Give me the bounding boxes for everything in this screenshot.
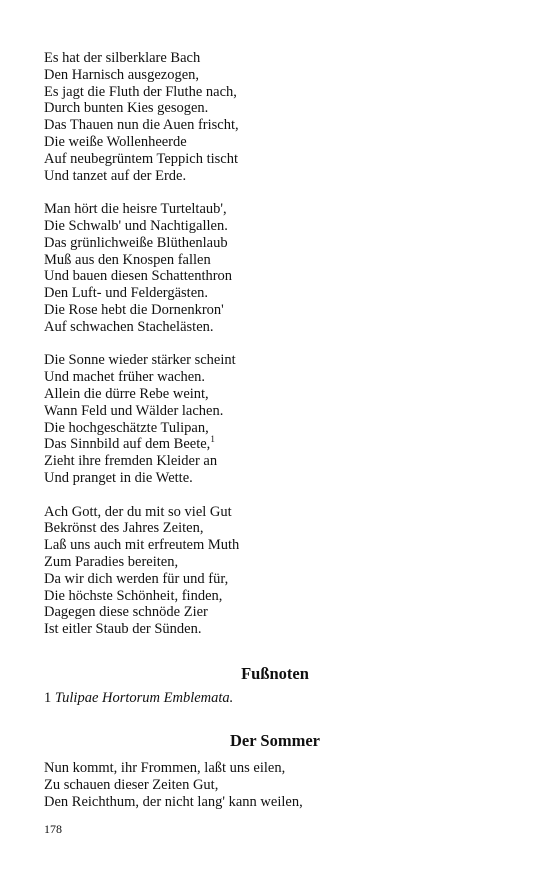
poem-line: Da wir dich werden für und für, bbox=[44, 570, 229, 587]
poem-line: Ist eitler Staub der Sünden. bbox=[44, 621, 202, 638]
footnotes-heading: Fußnoten bbox=[241, 664, 309, 683]
footnote-number: 1 bbox=[44, 690, 52, 706]
poem-line: Dagegen diese schnöde Zier bbox=[44, 604, 208, 621]
poem-line: Und bauen diesen Schattenthron bbox=[44, 268, 233, 285]
poem-line: Es hat der silberklare Bach bbox=[44, 50, 201, 66]
footnote-text: Tulipae Hortorum Emblemata. bbox=[54, 690, 234, 706]
poem-line: Bekrönst des Jahres Zeiten, bbox=[44, 520, 204, 537]
poem-line: Man hört die heisre Turteltaub', bbox=[44, 201, 227, 218]
poem-line: Das grünlichweiße Blüthenlaub bbox=[44, 234, 228, 251]
poem-line: Und tanzet auf der Erde. bbox=[44, 167, 187, 184]
poem-line-with-footnote bbox=[44, 436, 514, 453]
poem-line-text: Das Sinnbild auf dem Beete, bbox=[44, 436, 211, 453]
poem-line: Allein die dürre Rebe weint, bbox=[44, 385, 209, 402]
poem-line: Die hochgeschätzte Tulipan, bbox=[44, 419, 209, 436]
poem-line: Zu schauen dieser Zeiten Gut, bbox=[44, 776, 219, 793]
stanza-1 bbox=[44, 50, 514, 184]
footnote-item bbox=[44, 690, 233, 707]
poem-line: Durch bunten Kies gesogen. bbox=[44, 100, 209, 117]
poem-line: Den Luft- und Feldergästen. bbox=[44, 285, 209, 302]
page-number: 178 bbox=[44, 822, 62, 836]
poem-line: Die höchste Schönheit, finden, bbox=[44, 587, 223, 604]
poem-line: Den Reichthum, der nicht lang' kann weilen, bbox=[44, 793, 303, 810]
poem-line: Und machet früher wachen. bbox=[44, 369, 206, 386]
poem-line: Die Sonne wieder stärker scheint bbox=[44, 352, 236, 369]
poem-line: Muß aus den Knospen fallen bbox=[44, 251, 211, 268]
poem-body bbox=[44, 50, 514, 655]
poem-line: Wann Feld und Wälder lachen. bbox=[44, 402, 224, 419]
poem-line: Die Schwalb' und Nachtigallen. bbox=[44, 217, 228, 234]
poem-line: Es jagt die Fluth der Fluthe nach, bbox=[44, 83, 237, 100]
poem-line: Ach Gott, der du mit so viel Gut bbox=[44, 503, 232, 520]
footnote-reference[interactable]: 1 bbox=[210, 434, 215, 445]
poem-title: Der Sommer bbox=[230, 731, 320, 750]
poem-line: Und pranget in die Wette. bbox=[44, 469, 193, 486]
poem-line: Auf schwachen Stachelästen. bbox=[44, 318, 214, 335]
poem-line: Die weiße Wollenheerde bbox=[44, 133, 187, 150]
poem-line: Auf neubegrüntem Teppich tischt bbox=[44, 150, 239, 167]
poem-line: Nun kommt, ihr Frommen, laßt uns eilen, bbox=[44, 760, 286, 776]
next-poem-body bbox=[44, 760, 514, 810]
poem-line: Laß uns auch mit erfreutem Muth bbox=[44, 537, 240, 554]
poem-line: Zum Paradies bereiten, bbox=[44, 553, 179, 570]
poem-line: Den Harnisch ausgezogen, bbox=[44, 66, 200, 83]
poem-line: Zieht ihre fremden Kleider an bbox=[44, 453, 218, 470]
stanza-3 bbox=[44, 352, 514, 486]
stanza-4 bbox=[44, 504, 514, 638]
stanza-2 bbox=[44, 201, 514, 335]
poem-line: Das Thauen nun die Auen frischt, bbox=[44, 117, 239, 134]
poem-line: Die Rose hebt die Dornenkron' bbox=[44, 301, 224, 318]
